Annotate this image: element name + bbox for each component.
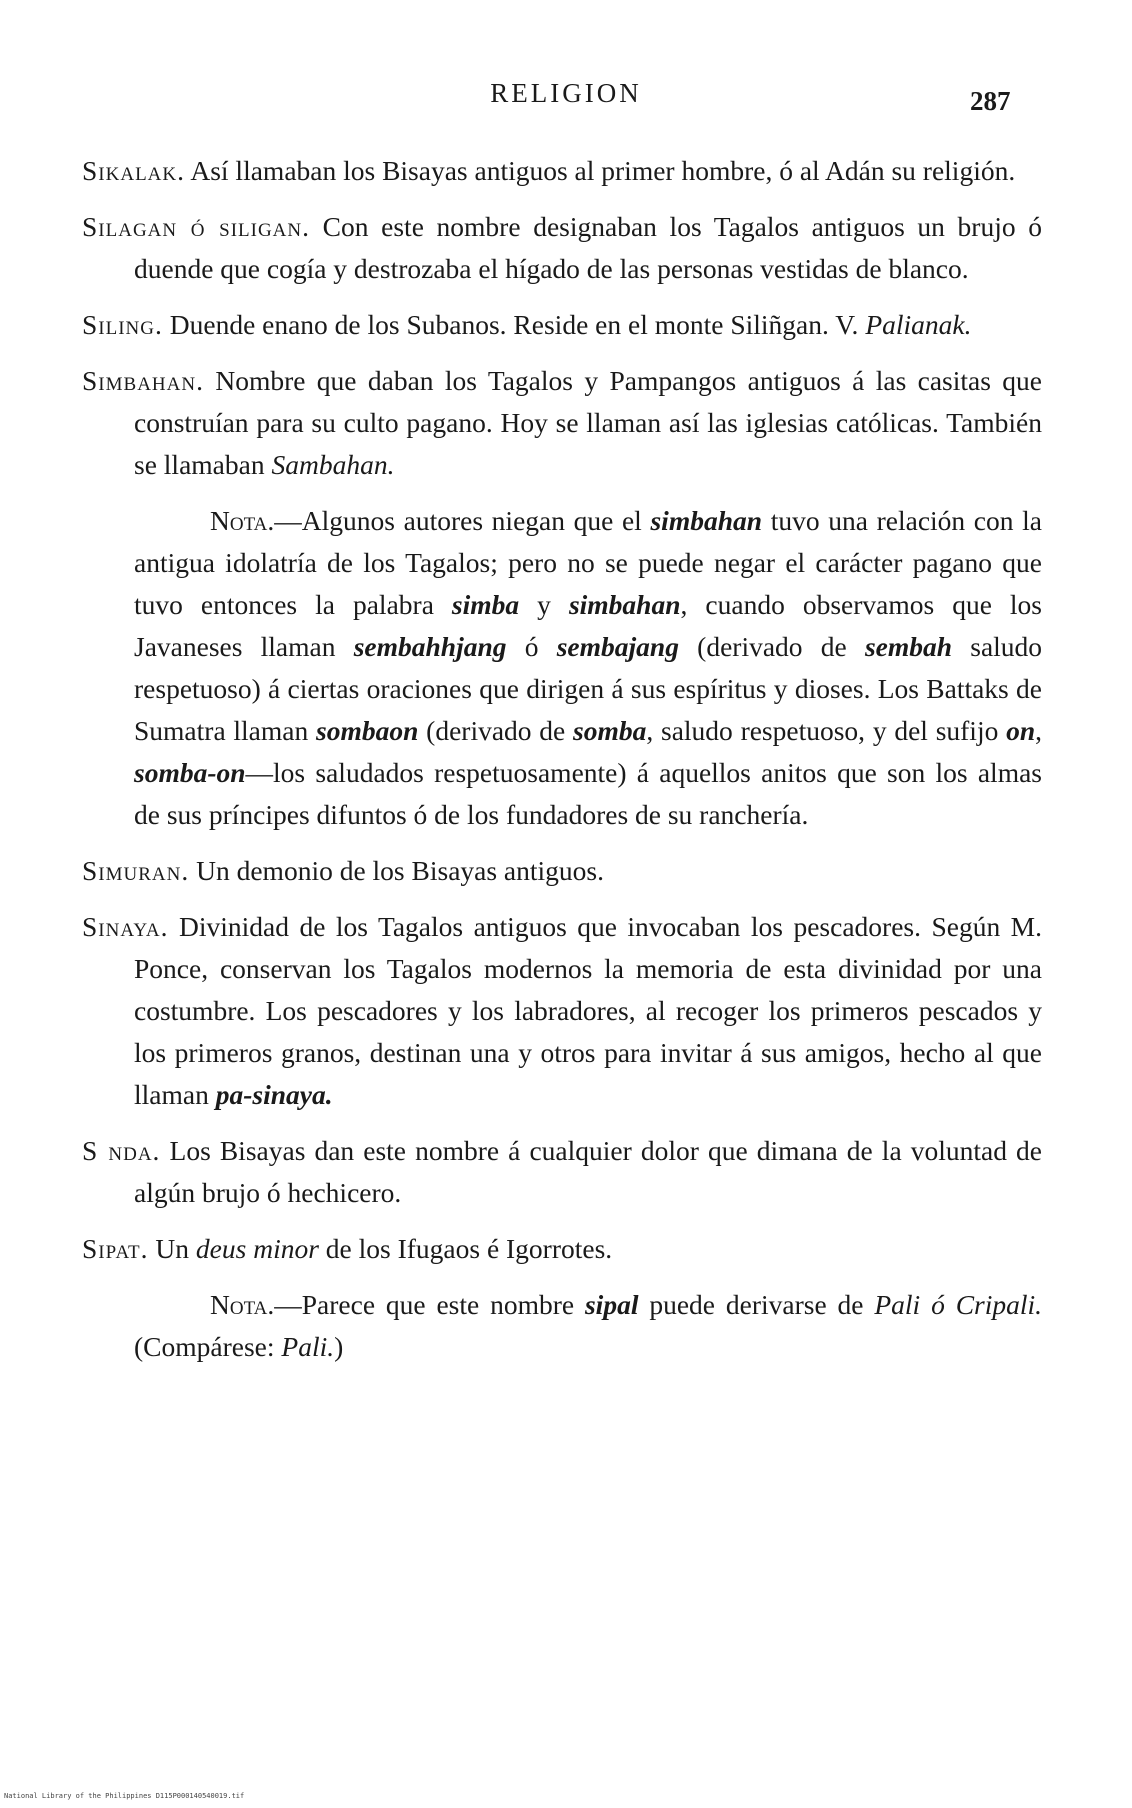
entry-sikalak <box>82 150 1042 192</box>
note-term: simbahan <box>568 589 681 620</box>
note-text: , <box>1035 715 1043 746</box>
note-text: ó <box>524 631 539 662</box>
note-text: , cuando observamos que los Javaneses llaman <box>134 589 1043 662</box>
running-title: RELIGION <box>490 78 642 108</box>
entry-head: Sipat. <box>82 1233 149 1264</box>
entry-body: Divinidad de los Tagalos antiguos que invocaban los pescadores. Según M. Ponce, conservan los Tagalos modernos la memoria de esta divinidad por una costumbre. Los pescadores y los labradores, al recoger los primeros pescados y los primeros granos, destinan una y otros para invitar á sus amigos, hecho al que llaman <box>134 911 1042 1110</box>
note-term: simbahan <box>650 505 763 536</box>
entry-simbahan <box>82 360 1042 486</box>
entry-cross-reference: pa-sinaya. <box>215 1079 333 1110</box>
note-term: Pali <box>874 1289 921 1320</box>
entry-head: Sikalak. <box>82 155 185 186</box>
note-text: saludo respetuoso) á ciertas oraciones que dirigen á sus espíritus y dioses. Los Battaks de Sumatra llaman <box>134 631 1043 746</box>
note-term: somba-on <box>134 757 246 788</box>
note-term: sombaon <box>316 715 419 746</box>
entry-body: Nombre que daban los Tagalos y Pampangos antiguos á las casitas que construían para su culto pagano. Hoy se llaman así las iglesias católicas. También se llamaban <box>134 365 1043 480</box>
note-term: sembah <box>864 631 953 662</box>
entry-sipat <box>82 1228 1042 1270</box>
entry-body: Los Bisayas dan este nombre á cualquier dolor que dimana de la voluntad de algún brujo ó hechicero. <box>134 1135 1043 1208</box>
note-term: sembajang <box>556 631 679 662</box>
note-label: Nota. <box>210 505 275 536</box>
entry-silagan <box>82 206 1042 290</box>
note-text: —Algunos autores niegan que el <box>274 505 642 536</box>
note-text: (derivado de <box>697 631 847 662</box>
entry-sinaya <box>82 906 1042 1116</box>
entry-siling <box>82 304 1042 346</box>
entry-body: Duende enano de los Subanos. Reside en el monte Siliñgan. V. <box>169 309 859 340</box>
note-text: tuvo una relación con la antigua idolatría de los Tagalos; pero no se puede negar el carácter pagano que tuvo entonces la palabra <box>134 505 1043 620</box>
note-term: simba <box>451 589 520 620</box>
entry-head: Simbahan. <box>82 365 204 396</box>
note-text: (Compárese: <box>134 1331 275 1362</box>
entry-head: Siling. <box>82 309 163 340</box>
entry-cross-reference: Palianak. <box>865 309 972 340</box>
note-text: ) <box>334 1331 344 1362</box>
entry-term: deus minor <box>195 1233 319 1264</box>
entry-body: de los Ifugaos é Igorrotes. <box>325 1233 613 1264</box>
note-text: puede derivarse de <box>649 1289 864 1320</box>
note-text: —los saludados respetuosamente) á aquellos anitos que son los almas de sus príncipes difuntos ó de los fundadores de su ranchería. <box>134 757 1042 830</box>
note-text: ó <box>931 1289 945 1320</box>
note-sipat <box>134 1284 1042 1368</box>
entry-sinda <box>82 1130 1042 1214</box>
note-term: sembahhjang <box>353 631 507 662</box>
entry-body: Con este nombre designaban los Tagalos antiguos un brujo ó duende que cogía y destrozaba el hígado de las personas vestidas de blanco. <box>134 211 1043 284</box>
note-term: on <box>1006 715 1036 746</box>
note-term: Pali. <box>281 1331 335 1362</box>
entry-body: Así llamaban los Bisayas antiguos al primer hombre, ó al Adán su religión. <box>190 155 1016 186</box>
scan-footer: National Library of the Philippines D115P000140540019.tif <box>4 1792 245 1800</box>
note-text: y <box>537 589 551 620</box>
entry-body: Un <box>155 1233 190 1264</box>
note-term: Cripali. <box>955 1289 1043 1320</box>
entry-head: S nda. <box>82 1135 161 1166</box>
note-text: (derivado de <box>426 715 566 746</box>
entry-head: Silagan ó siligan. <box>82 211 310 242</box>
note-term: somba <box>573 715 647 746</box>
note-text: —Parece que este nombre <box>274 1289 575 1320</box>
entry-cross-reference: Sambahan. <box>271 449 395 480</box>
page-number: 287 <box>970 86 1011 116</box>
entry-body: Un demonio de los Bisayas antiguos. <box>196 855 604 886</box>
note-term: sipal <box>584 1289 639 1320</box>
note-simbahan <box>134 500 1042 836</box>
note-text: , saludo respetuoso, y del sufijo <box>646 715 999 746</box>
entry-head: Simuran. <box>82 855 190 886</box>
note-label: Nota. <box>210 1289 275 1320</box>
entry-head: Sinaya. <box>82 911 169 942</box>
entries-list <box>82 150 1042 1382</box>
entry-simuran <box>82 850 1042 892</box>
